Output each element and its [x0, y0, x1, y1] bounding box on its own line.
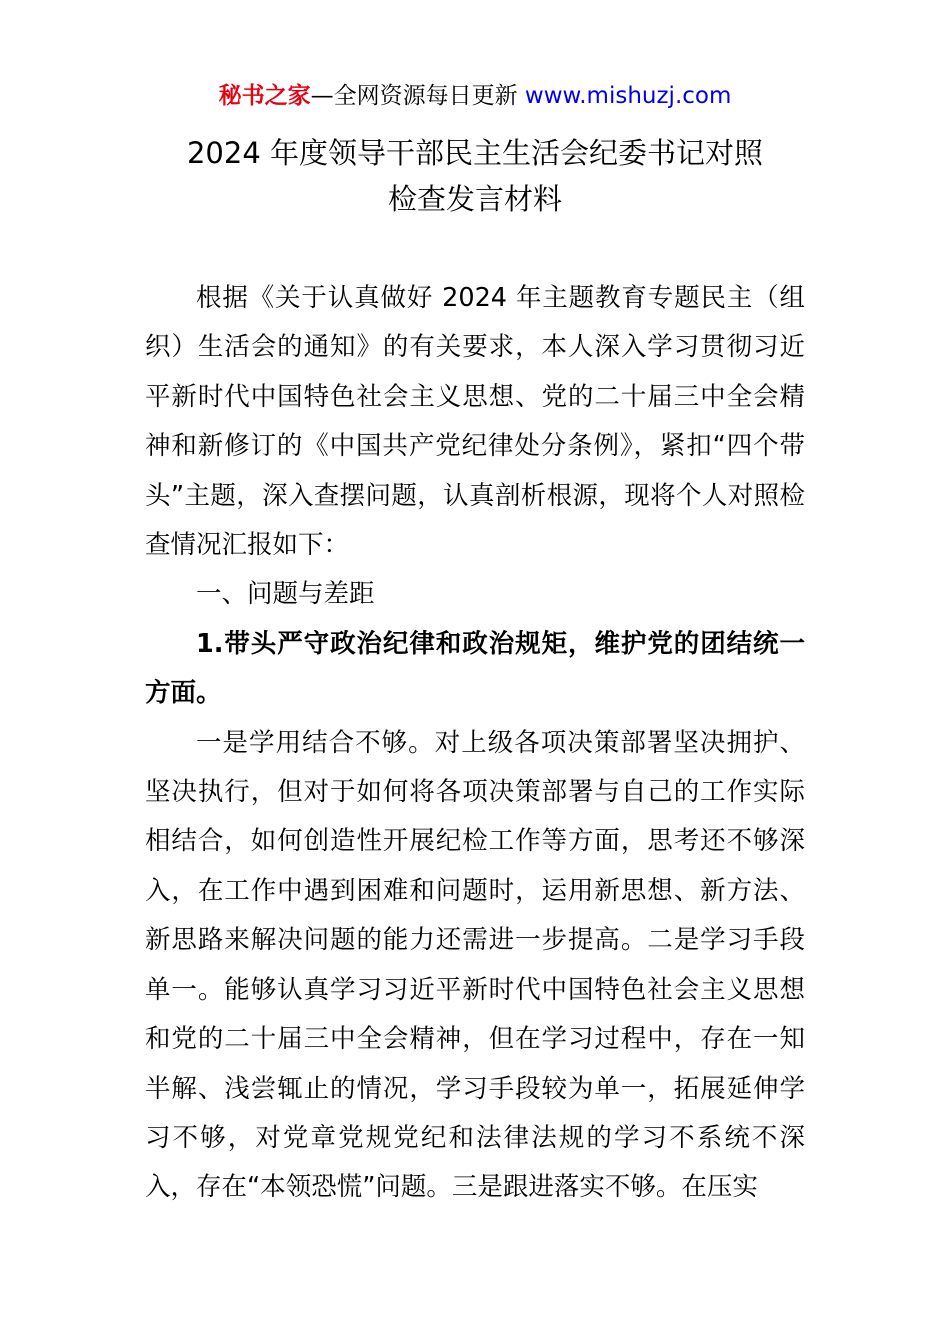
- document-title: [0, 130, 950, 222]
- section-heading: 一、问题与差距: [196, 579, 375, 610]
- body-paragraph: 一是学用结合不够。对上级各项决策部署坚决拥护、坚决执行，但对于如何将各项决策部署与自己的工作实际相结合，如何创造性开展纪检工作等方面，思考还不够深入，在工作中遇到困难和问题时，运用新思想、新方法、新思路来解决问题的能力还需进一步提高。二是学习手段单一。能够认真学习习近平新时代中国特色社会主义思想和党的二十届三中全会精神，但在学习过程中，存在一知半解、浅尝辄止的情况，学习手段较为单一，拓展延伸学习不够，对党章党规党纪和法律法规的学习不系统不深入，存在“本领恐慌”问题。三是跟进落实不够。在压实: [145, 727, 805, 1203]
- site-header: [0, 80, 950, 112]
- header-tagline: —全网资源每日更新: [310, 83, 525, 109]
- document-body: [145, 274, 805, 1213]
- intro-paragraph: 根据《关于认真做好 2024 年主题教育专题民主（组织）生活会的通知》的有关要求，本人深入学习贯彻习近平新时代中国特色社会主义思想、党的二十届三中全会精神和新修订的《中国共产党纪律处分条例》，紧扣“四个带头”主题，深入查摆问题，认真剖析根源，现将个人对照检查情况汇报如下：: [145, 283, 805, 561]
- title-line-2: 检查发言材料: [387, 182, 562, 216]
- brand-name: 秘书之家: [218, 83, 311, 109]
- site-url-link[interactable]: www.mishuzj.com: [524, 83, 732, 109]
- title-line-1: 2024 年度领导干部民主生活会纪委书记对照: [186, 136, 764, 170]
- subsection-heading: 1.带头严守政治纪律和政治规矩，维护党的团结统一方面。: [145, 628, 805, 709]
